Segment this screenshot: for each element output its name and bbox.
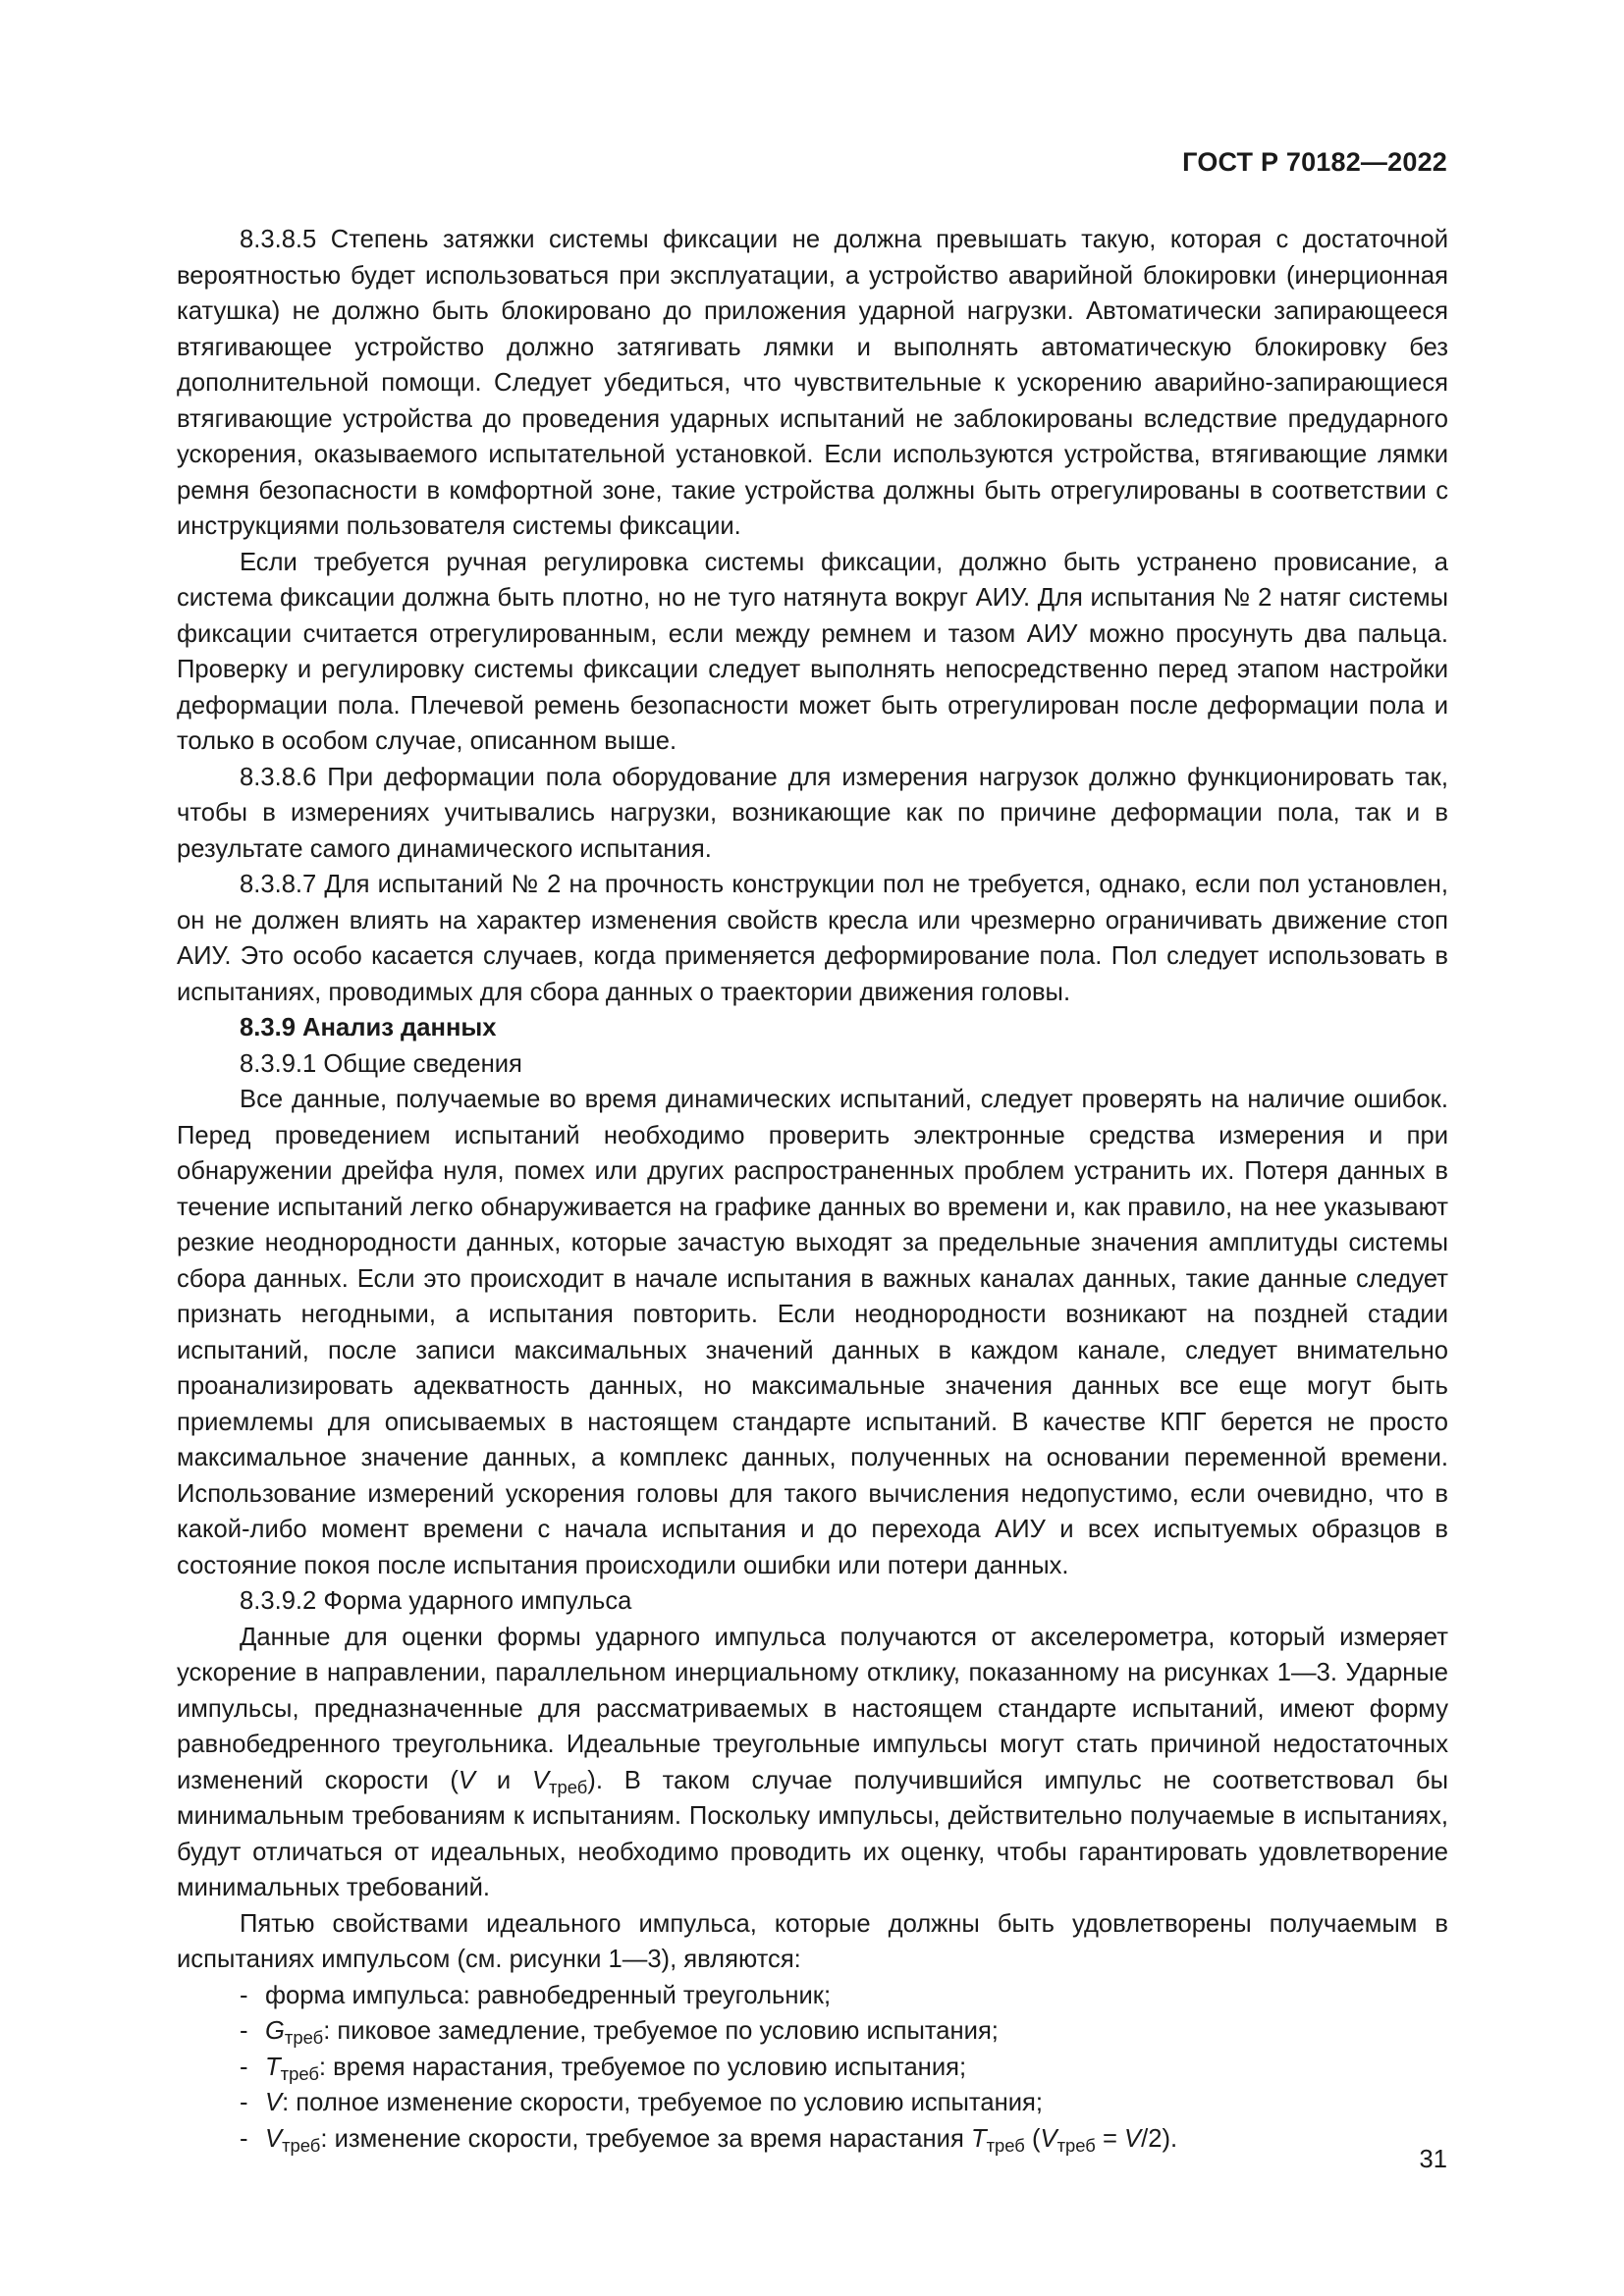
symbol-t-req: T xyxy=(970,2124,987,2153)
list-dash: - xyxy=(240,2017,248,2045)
paragraph-ideal-pulse-properties: Пятью свойствами идеального импульса, которые должны быть удовлетворены получаемым в испытаниях импульсом (см. рисунки 1—3), являются: xyxy=(177,1909,1448,1973)
list-item-text: : полное изменение скорости, требуемое по условию испытания; xyxy=(282,2089,1044,2116)
close-paren: /2). xyxy=(1141,2124,1178,2153)
subscript-req: треб xyxy=(986,2134,1025,2156)
document-body xyxy=(177,222,1448,2157)
list-item-text: : пиковое замедление, требуемое по условию испытания; xyxy=(323,2017,999,2045)
list-dash: - xyxy=(240,1981,248,2009)
paragraph-general-info: Все данные, получаемые во время динамических испытаний, следует проверять на наличие ошибок. Перед проведением испытаний необходимо проверить электронные средства измерения и при обнаружении дрейфа нуля, помех или других распространенных проблем устранить их. Потеря данных в течение испытаний легко обнаруживается на графике данных во времени и, как правило, на нее указывают резкие неоднородности данных, которые зачастую выходят за предельные значения амплитуды системы сбора данных. Если это происходит в начале испытания в важных каналах данных, такие данные следует признать негодными, а испытания повторить. Если неоднородности возникают на поздней стадии испытаний, после записи максимальных значений данных в каждом канале, следует внимательно проанализировать адекватность данных, но максимальные значения данных все еще могут быть приемлемы для описываемых в настоящем стандарте испытаний. В качестве КПГ берется не просто максимальное значение данных, а комплекс данных, полученных на основании переменной времени. Использование измерений ускорения головы для такого вычисления недопустимо, если очевидно, что в какой-либо момент времени с начала испытания и до перехода АИУ и всех испытуемых образцов в состояние покоя после испытания происходили ошибки или потери данных. xyxy=(177,1086,1448,1579)
list-item-text: : изменение скорости, требуемое за время нарастания xyxy=(320,2124,971,2153)
conjunction: и xyxy=(475,1766,532,1794)
equals: = xyxy=(1095,2124,1125,2153)
list-item-text: форма импульса: равнобедренный треугольник; xyxy=(265,1981,832,2009)
symbol-v: V xyxy=(265,2089,283,2116)
symbol-v: V xyxy=(458,1766,475,1794)
paragraph-8-3-8-5: 8.3.8.5 Степень затяжки системы фиксации не должна превышать такую, которая с достаточной вероятностью будет использоваться при эксплуатации, а устройство аварийной блокировки (инерционная катушка) не должно быть блокировано до приложения ударной нагрузки. Автоматически запирающееся втягивающее устройство должно затягивать лямки и выполнять автоматическую блокировку без дополнительной помощи. Следует убедиться, что чувствительные к ускорению аварийно-запирающиеся втягивающие устройства до проведения ударных испытаний не заблокированы вследствие предударного ускорения, оказываемого испытательной установкой. Если используются устройства, втягивающие лямки ремня безопасности в комфортной зоне, такие устройства должны быть отрегулированы в соответствии с инструкциями пользователя системы фиксации. xyxy=(177,226,1448,540)
properties-list xyxy=(177,1978,1448,2158)
subscript-req: треб xyxy=(280,2062,319,2084)
subsection-heading-general: 8.3.9.1 Общие сведения xyxy=(240,1049,522,1078)
list-item-text: : время нарастания, требуемое по условию испытания; xyxy=(318,2053,967,2081)
paragraph-8-3-8-6: 8.3.8.6 При деформации пола оборудование для измерения нагрузок должно функционировать так, чтобы в измерениях учитывались нагрузки, возникающие как по причине деформации пола, так и в результате самого динамического испытания. xyxy=(177,763,1448,863)
open-paren: ( xyxy=(1024,2124,1041,2153)
pulse-shape-text-a: Данные для оценки формы ударного импульса получаются от акселерометра, который измеряет ускорение в направлении, параллельном инерциальному отклику, показанному на рисунках 1—3. Ударные импульсы, предназначенные для рассматриваемых в настоящем стандарте испытаний, имеют форму равнобедренного треугольника. Идеальные треугольные импульсы могут стать причиной недостаточных изменений скорости ( xyxy=(177,1623,1448,1794)
symbol-v: V xyxy=(1124,2124,1142,2153)
list-item xyxy=(240,2050,1448,2086)
list-dash: - xyxy=(240,2089,248,2116)
paragraph-pulse-shape xyxy=(177,1620,1448,1906)
list-item xyxy=(240,2121,1448,2158)
subscript-req: треб xyxy=(1056,2134,1096,2156)
list-item xyxy=(240,2013,1448,2050)
list-dash: - xyxy=(240,2124,248,2153)
section-heading-data-analysis: 8.3.9 Анализ данных xyxy=(240,1014,497,1041)
paragraph-manual-adjustment: Если требуется ручная регулировка системы фиксации, должно быть устранено провисание, а система фиксации должна быть плотно, но не туго натянута вокруг АИУ. Для испытания № 2 натяг системы фиксации считается отрегулированным, если между ремнем и тазом АИУ можно просунуть два пальца. Проверку и регулировку системы фиксации следует выполнять непосредственно перед этапом настройки деформации пола. Плечевой ремень безопасности может быть отрегулирован после деформации пола и только в особом случае, описанном выше. xyxy=(177,548,1448,755)
symbol-v-req: V xyxy=(531,1766,550,1794)
subscript-req: треб xyxy=(549,1776,588,1797)
standard-header: ГОСТ Р 70182—2022 xyxy=(1182,147,1447,177)
symbol-t: T xyxy=(265,2053,281,2081)
paragraph-8-3-8-7: 8.3.8.7 Для испытаний № 2 на прочность конструкции пол не требуется, однако, если пол установлен, он не должен влиять на характер изменения свойств кресла или чрезмерно ограничивать движение стоп АИУ. Это особо касается случаев, когда применяется деформирование пола. Пол следует использовать в испытаниях, проводимых для сбора данных о траектории движения головы. xyxy=(177,871,1448,1006)
symbol-v-req: V xyxy=(265,2124,283,2153)
list-item xyxy=(240,2085,1448,2121)
subscript-req: треб xyxy=(284,2027,324,2048)
pulse-shape-text-b: ). В таком случае получившийся импульс не соответствовал бы минимальным требованиям к испытаниям. Поскольку импульсы, действительно получаемые в испытаниях, будут отличаться от идеальных, необходимо проводить их оценку, чтобы гарантировать удовлетворение минимальных требований. xyxy=(177,1766,1448,1901)
list-dash: - xyxy=(240,2053,248,2081)
symbol-v-req: V xyxy=(1040,2124,1057,2153)
list-item xyxy=(240,1978,1448,2014)
subsection-heading-pulse-shape: 8.3.9.2 Форма ударного импульса xyxy=(240,1587,632,1615)
page-number: 31 xyxy=(1419,2146,1447,2173)
subscript-req: треб xyxy=(282,2134,321,2156)
symbol-g: G xyxy=(265,2017,285,2045)
